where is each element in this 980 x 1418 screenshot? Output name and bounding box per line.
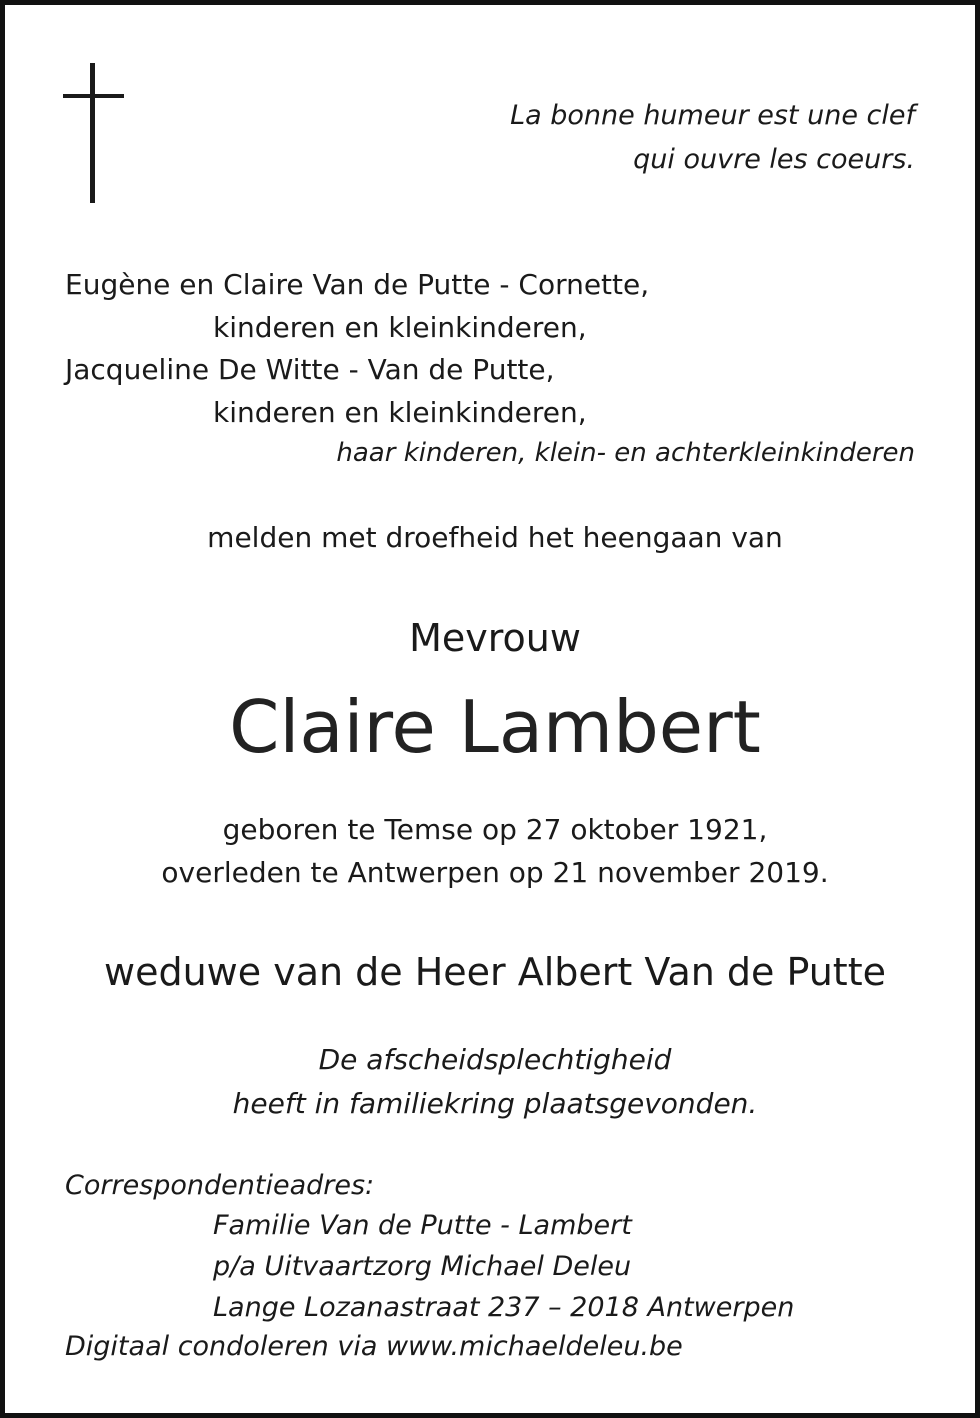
death-line: overleden te Antwerpen op 21 november 2019.: [161, 856, 829, 889]
family-line-2: kinderen en kleinkinderen,: [213, 311, 587, 344]
family-line-5: haar kinderen, klein- en achterkleinkinderen: [336, 438, 915, 468]
announcement: melden met droefheid het heengaan van: [207, 521, 783, 554]
ceremony-line-2: heeft in familiekring plaatsgevonden.: [232, 1087, 758, 1120]
birth-line: geboren te Temse op 27 oktober 1921,: [222, 813, 768, 846]
widow-line: weduwe van de Heer Albert Van de Putte: [104, 950, 886, 994]
quote-line-2: qui ouvre les coeurs.: [633, 144, 915, 175]
ceremony-line-1: De afscheidsplechtigheid: [318, 1043, 672, 1076]
family-line-3: Jacqueline De Witte - Van de Putte,: [65, 353, 555, 386]
honorific: Mevrouw: [409, 616, 581, 660]
online-condolence: Digitaal condoleren via www.michaeldeleu.be: [65, 1331, 683, 1362]
family-line-4: kinderen en kleinkinderen,: [213, 396, 587, 429]
deceased-name: Claire Lambert: [229, 685, 761, 769]
family-line-1: Eugène en Claire Van de Putte - Cornette,: [65, 268, 650, 301]
correspondence-label: Correspondentieadres:: [65, 1170, 375, 1201]
quote-line-1: La bonne humeur est une clef: [510, 100, 915, 131]
correspondence-line-2: p/a Uitvaartzorg Michael Deleu: [213, 1251, 632, 1282]
correspondence-line-3: Lange Lozanastraat 237 – 2018 Antwerpen: [213, 1292, 795, 1323]
correspondence-line-1: Familie Van de Putte - Lambert: [213, 1210, 632, 1241]
